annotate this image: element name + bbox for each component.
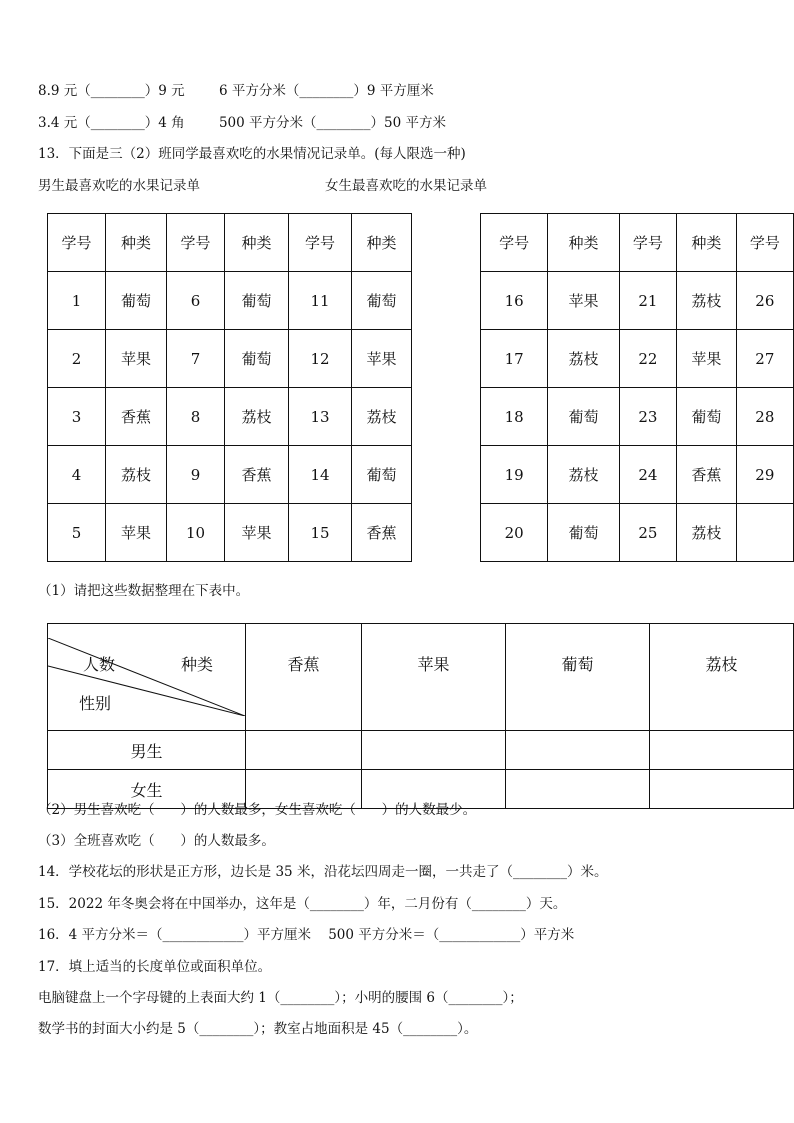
answer-cell[interactable] bbox=[649, 731, 793, 770]
diagonal-header-cell bbox=[48, 624, 246, 731]
table-cell: 2 bbox=[48, 330, 106, 388]
table-cell: 荔枝 bbox=[677, 272, 737, 330]
question-13-part-1: （1）请把这些数据整理在下表中。 bbox=[38, 583, 250, 599]
corner-label-gender: 性别 bbox=[79, 694, 112, 713]
table-cell: 香蕉 bbox=[106, 388, 167, 446]
answer-cell[interactable] bbox=[362, 731, 506, 770]
question-14: 14．学校花坛的形状是正方形，边长是 35 米，沿花坛四周走一圈，一共走了（________）米。 bbox=[38, 864, 608, 880]
table-cell: 葡萄 bbox=[106, 272, 167, 330]
question-17: 17．填上适当的长度单位或面积单位。 bbox=[38, 959, 272, 975]
diagonal-lines-icon bbox=[48, 638, 245, 716]
table-cell: 11 bbox=[289, 272, 352, 330]
answer-cell[interactable] bbox=[506, 731, 650, 770]
table-cell: 4 bbox=[48, 446, 106, 504]
table-cell: 荔枝 bbox=[548, 446, 619, 504]
table-cell: 25 bbox=[619, 504, 676, 562]
table-cell: 26 bbox=[736, 272, 793, 330]
table-cell: 葡萄 bbox=[352, 446, 412, 504]
table-row bbox=[48, 446, 412, 504]
table-cell: 19 bbox=[481, 446, 548, 504]
table-row bbox=[48, 388, 412, 446]
table-cell: 9 bbox=[167, 446, 225, 504]
table-cell: 18 bbox=[481, 388, 548, 446]
girls-fruit-record-table bbox=[480, 213, 794, 562]
boys-table-title: 男生最喜欢吃的水果记录单 bbox=[38, 178, 200, 194]
table-cell: 5 bbox=[48, 504, 106, 562]
table-cell: 香蕉 bbox=[677, 446, 737, 504]
table-cell: 10 bbox=[167, 504, 225, 562]
table-cell: 葡萄 bbox=[548, 388, 619, 446]
table-cell: 香蕉 bbox=[352, 504, 412, 562]
table-cell: 荔枝 bbox=[352, 388, 412, 446]
question-16: 16．4 平方分米＝（____________）平方厘米 500 平方分米＝（____________）平方米 bbox=[38, 927, 575, 943]
fruit-header: 苹果 bbox=[362, 624, 506, 731]
row-label-girls: 女生 bbox=[48, 770, 246, 809]
table-cell: 27 bbox=[736, 330, 793, 388]
table-cell: 葡萄 bbox=[352, 272, 412, 330]
table-cell: 苹果 bbox=[548, 272, 619, 330]
table-cell: 1 bbox=[48, 272, 106, 330]
table-cell: 苹果 bbox=[106, 504, 167, 562]
table-header-row bbox=[481, 214, 794, 272]
girls-table-title: 女生最喜欢吃的水果记录单 bbox=[325, 178, 487, 194]
table-cell: 14 bbox=[289, 446, 352, 504]
table-cell: 苹果 bbox=[225, 504, 289, 562]
table-cell: 葡萄 bbox=[225, 272, 289, 330]
question-13-part-3: （3）全班喜欢吃（ ）的人数最多。 bbox=[38, 833, 275, 849]
question-13: 13．下面是三（2）班同学最喜欢吃的水果情况记录单。(每人限选一种) bbox=[38, 146, 466, 162]
table-cell: 12 bbox=[289, 330, 352, 388]
question-15: 15．2022 年冬奥会将在中国举办，这年是（________）年，二月份有（________）天。 bbox=[38, 896, 567, 912]
fruit-header: 荔枝 bbox=[649, 624, 793, 731]
table-header-row bbox=[48, 624, 794, 731]
table-cell: 香蕉 bbox=[225, 446, 289, 504]
fruit-header: 葡萄 bbox=[506, 624, 650, 731]
table-cell: 17 bbox=[481, 330, 548, 388]
corner-label-count: 人数 bbox=[83, 655, 116, 674]
table-cell: 13 bbox=[289, 388, 352, 446]
table-cell: 6 bbox=[167, 272, 225, 330]
header-cell: 学号 bbox=[48, 214, 106, 272]
table-cell: 苹果 bbox=[352, 330, 412, 388]
answer-cell[interactable] bbox=[246, 731, 362, 770]
question-17-line-b: 数学书的封面大小约是 5（________）；教室占地面积是 45（________）。 bbox=[38, 1021, 478, 1037]
header-cell: 种类 bbox=[548, 214, 619, 272]
header-cell: 学号 bbox=[736, 214, 793, 272]
table-header-row bbox=[48, 214, 412, 272]
header-cell: 种类 bbox=[677, 214, 737, 272]
table-cell: 8 bbox=[167, 388, 225, 446]
header-cell: 学号 bbox=[481, 214, 548, 272]
answer-cell[interactable] bbox=[649, 770, 793, 809]
table-row bbox=[48, 330, 412, 388]
table-cell: 葡萄 bbox=[225, 330, 289, 388]
table-row bbox=[48, 731, 794, 770]
table-cell: 16 bbox=[481, 272, 548, 330]
table-row bbox=[481, 388, 794, 446]
table-cell: 28 bbox=[736, 388, 793, 446]
answer-cell[interactable] bbox=[506, 770, 650, 809]
header-cell: 种类 bbox=[225, 214, 289, 272]
table-cell: 3 bbox=[48, 388, 106, 446]
corner-label-type: 种类 bbox=[181, 655, 214, 674]
table-cell: 荔枝 bbox=[225, 388, 289, 446]
table-cell: 葡萄 bbox=[677, 388, 737, 446]
table-row bbox=[48, 504, 412, 562]
table-cell: 15 bbox=[289, 504, 352, 562]
header-cell: 学号 bbox=[167, 214, 225, 272]
table-cell: 葡萄 bbox=[548, 504, 619, 562]
fruit-header: 香蕉 bbox=[246, 624, 362, 731]
table-cell: 荔枝 bbox=[548, 330, 619, 388]
fruit-summary-table bbox=[47, 623, 794, 809]
table-cell: 荔枝 bbox=[106, 446, 167, 504]
header-cell: 学号 bbox=[289, 214, 352, 272]
table-cell: 苹果 bbox=[106, 330, 167, 388]
table-cell: 20 bbox=[481, 504, 548, 562]
conversion-row-1: 8.9 元（________）9 元 6 平方分米（________）9 平方厘米 bbox=[38, 83, 434, 99]
table-cell: 苹果 bbox=[677, 330, 737, 388]
question-13-part-2: （2）男生喜欢吃（ ）的人数最多，女生喜欢吃（ ）的人数最少。 bbox=[38, 802, 477, 818]
table-cell: 29 bbox=[736, 446, 793, 504]
header-cell: 学号 bbox=[619, 214, 676, 272]
table-row bbox=[481, 446, 794, 504]
table-row bbox=[481, 272, 794, 330]
row-label-boys: 男生 bbox=[48, 731, 246, 770]
table-cell bbox=[736, 504, 793, 562]
table-row bbox=[481, 504, 794, 562]
table-cell: 21 bbox=[619, 272, 676, 330]
table-cell: 23 bbox=[619, 388, 676, 446]
table-row bbox=[481, 330, 794, 388]
conversion-row-2: 3.4 元（________）4 角 500 平方分米（________）50 平方米 bbox=[38, 115, 446, 131]
table-cell: 7 bbox=[167, 330, 225, 388]
boys-fruit-record-table bbox=[47, 213, 412, 562]
table-cell: 24 bbox=[619, 446, 676, 504]
header-cell: 种类 bbox=[106, 214, 167, 272]
table-cell: 22 bbox=[619, 330, 676, 388]
table-row bbox=[48, 272, 412, 330]
table-cell: 荔枝 bbox=[677, 504, 737, 562]
header-cell: 种类 bbox=[352, 214, 412, 272]
question-17-line-a: 电脑键盘上一个字母键的上表面大约 1（________）；小明的腰围 6（________）； bbox=[38, 990, 523, 1006]
